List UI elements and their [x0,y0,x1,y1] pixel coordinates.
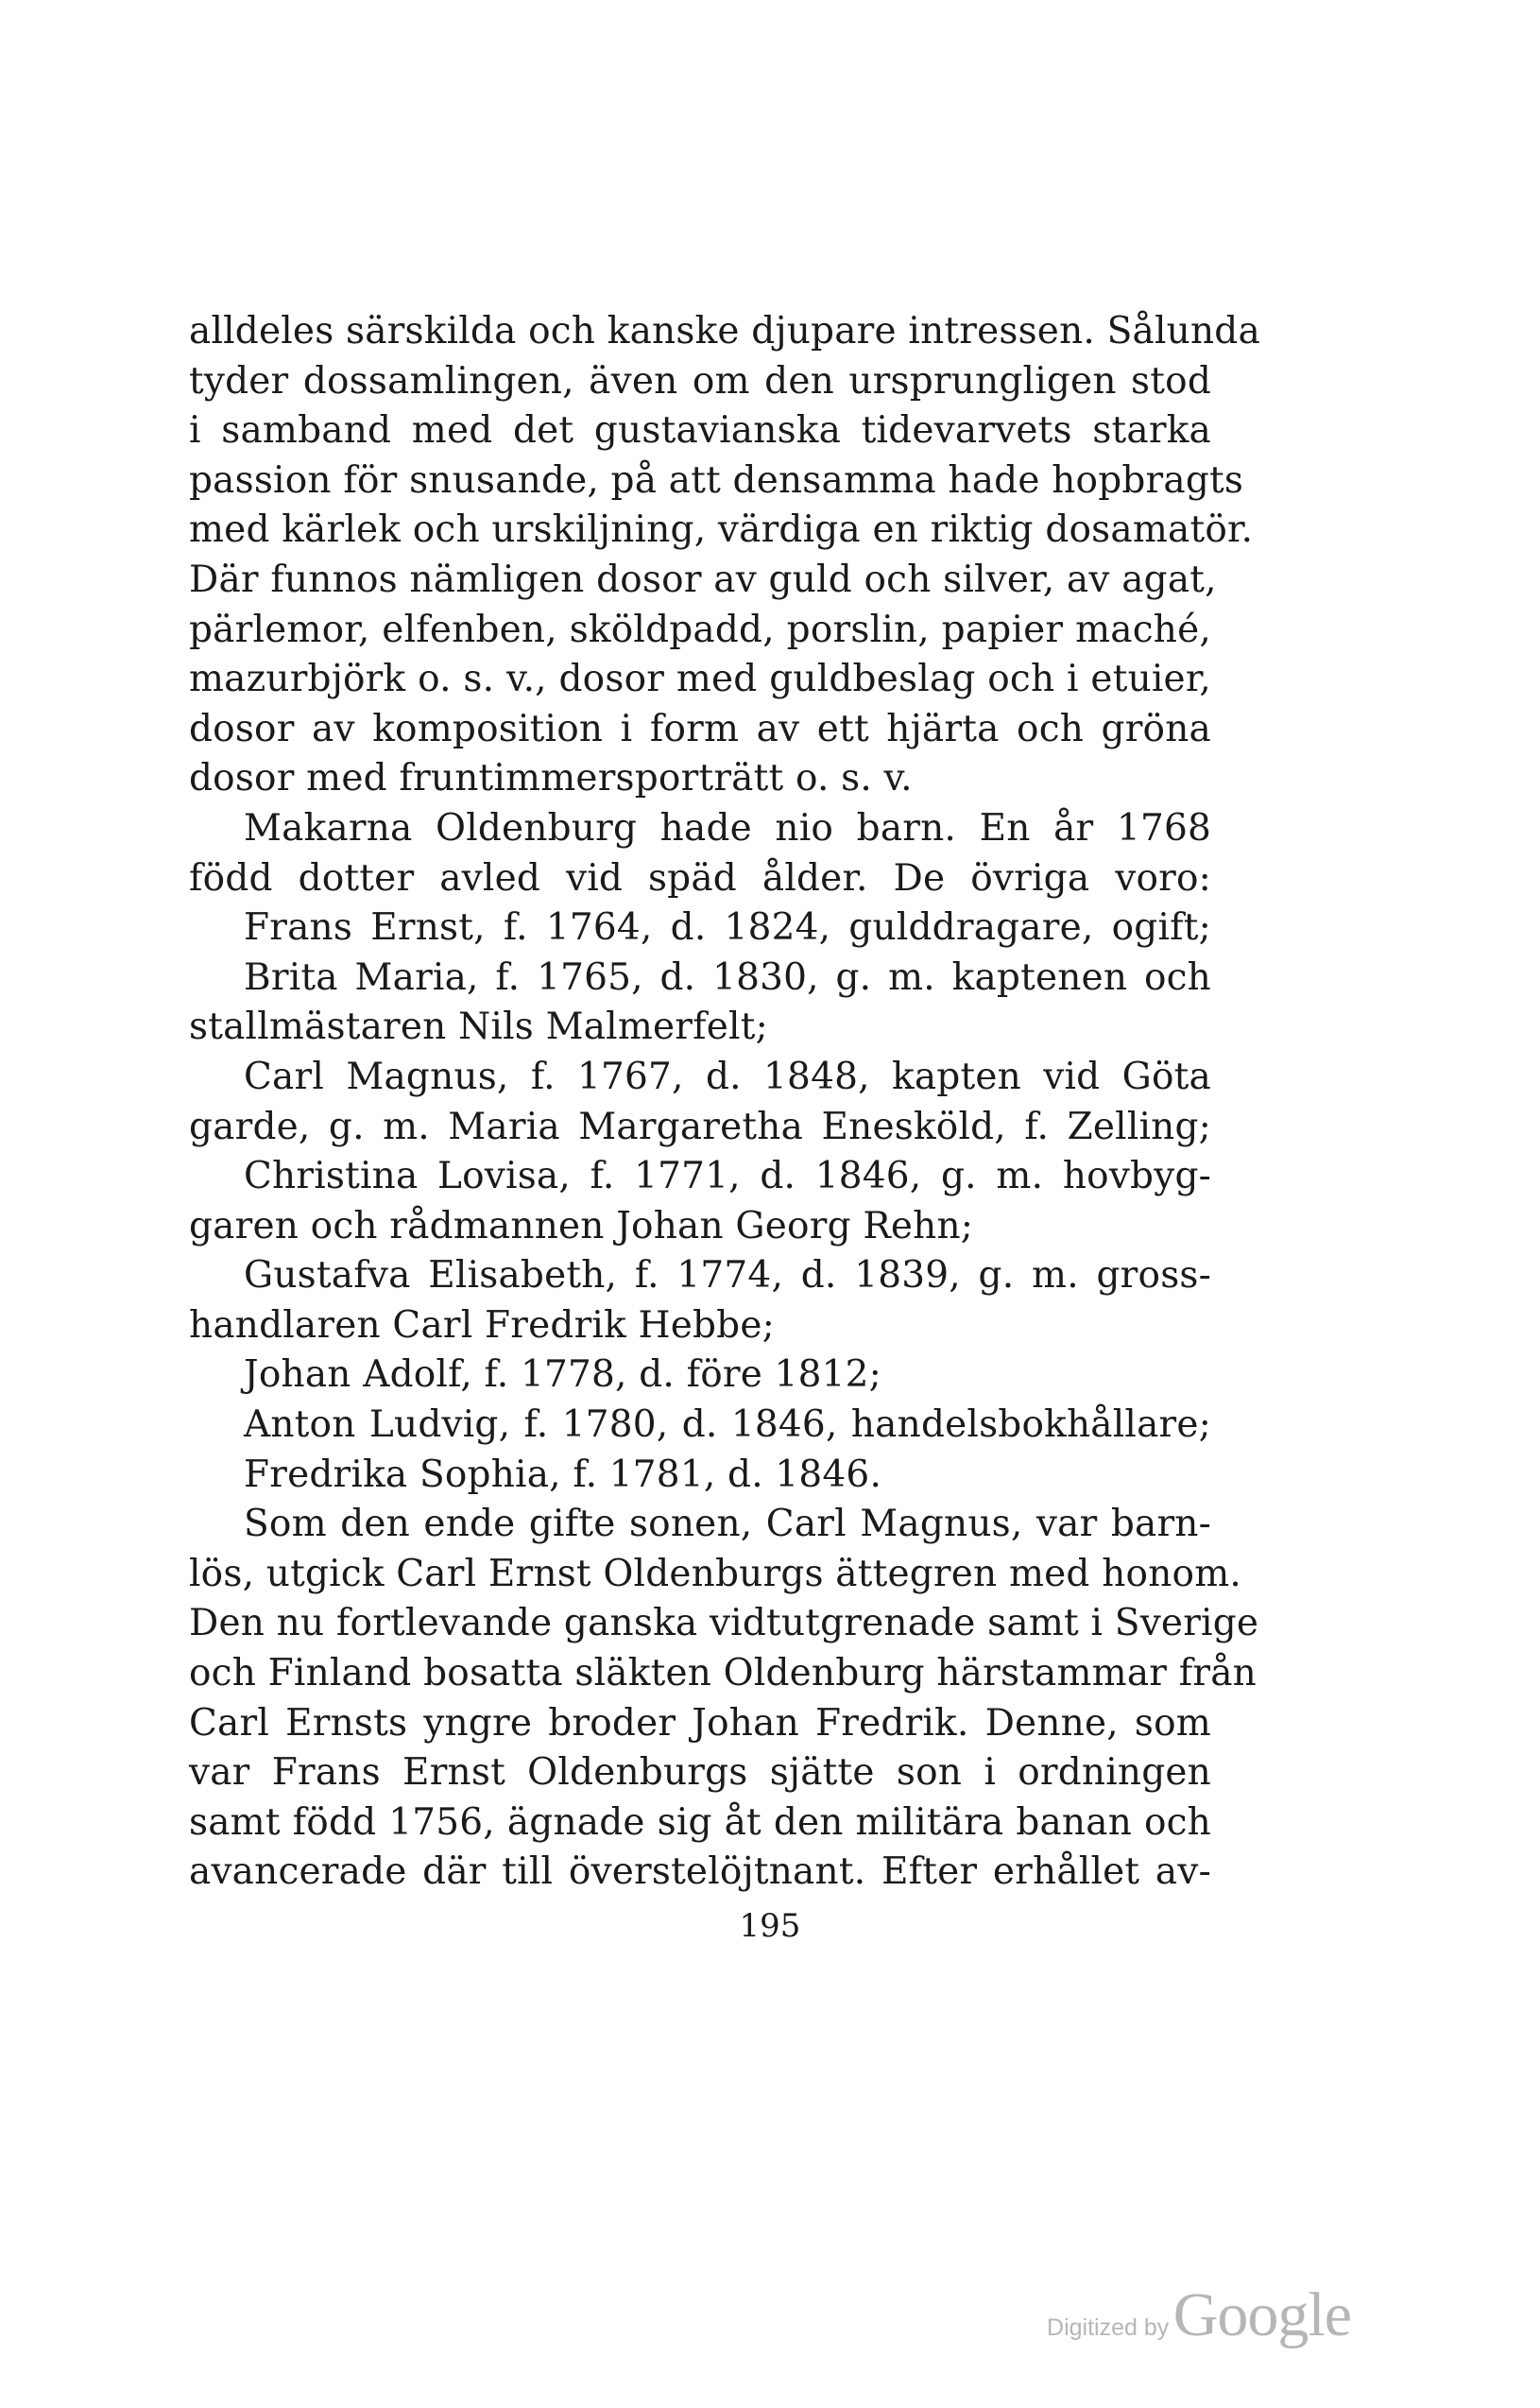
text-line: dosor av komposition i form av ett hjärta och gröna [189,707,1211,750]
text-line: född dotter avled vid späd ålder. De övriga voro: [189,856,1211,900]
digitized-watermark [1047,2279,1351,2351]
text-line: Den nu fortlevande ganska vidtutgrenade samt i Sverige [189,1602,1259,1645]
google-logo: Google [1172,2280,1351,2349]
watermark-prefix: Digitized by [1047,2314,1170,2341]
text-line: alldeles särskilda och kanske djupare intressen. Sålunda [189,310,1260,353]
text-line: passion för snusande, på att densamma hade hopbragts [189,458,1244,502]
text-line: och Finland bosatta släkten Oldenburg härstammar från [189,1652,1257,1695]
text-line: lös, utgick Carl Ernst Oldenburgs ättegren med honom. [189,1552,1241,1595]
text-line: i samband med det gustavianska tidevarvets starka [189,409,1211,453]
page-number: 195 [739,1907,801,1945]
text-line: Brita Maria, f. 1765, d. 1830, g. m. kaptenen och [244,955,1211,999]
text-line: var Frans Ernst Oldenburgs sjätte son i ordningen [189,1751,1211,1795]
body-text [189,307,1260,1898]
text-line: Där funnos nämligen dosor av guld och silver, av agat, [189,558,1217,601]
text-line: garde, g. m. Maria Margaretha Enesköld, f. Zelling; [189,1105,1211,1148]
text-line: Carl Magnus, f. 1767, d. 1848, kapten vid Göta [244,1055,1211,1098]
text-line: avancerade där till överstelöjtnant. Efter erhållet av- [189,1850,1211,1894]
text-line: Frans Ernst, f. 1764, d. 1824, gulddragare, ogift; [244,906,1211,950]
text-line: garen och rådmannen Johan Georg Rehn; [189,1204,974,1247]
text-line: stallmästaren Nils Malmerfelt; [189,1006,768,1049]
text-line: Som den ende gifte sonen, Carl Magnus, var barn- [244,1503,1211,1546]
text-line: tyder dossamlingen, även om den ursprungligen stod [189,359,1211,403]
text-line: mazurbjörk o. s. v., dosor med guldbeslag och i etuier, [189,658,1211,701]
text-line: pärlemor, elfenben, sköldpadd, porslin, papier maché, [189,608,1211,651]
text-line: handlaren Carl Fredrik Hebbe; [189,1303,775,1347]
text-line: dosor med fruntimmersporträtt o. s. v. [189,757,913,800]
text-line: Fredrika Sophia, f. 1781, d. 1846. [244,1453,882,1496]
text-line: Gustafva Elisabeth, f. 1774, d. 1839, g. m. gross- [244,1254,1211,1298]
text-line: Makarna Oldenburg hade nio barn. En år 1768 [244,806,1211,850]
text-line: Johan Adolf, f. 1778, d. före 1812; [244,1353,881,1397]
text-line: Anton Ludvig, f. 1780, d. 1846, handelsbokhållare; [244,1403,1211,1447]
text-line: samt född 1756, ägnade sig åt den militära banan och [189,1800,1211,1844]
text-line: Carl Ernsts yngre broder Johan Fredrik. Denne, som [189,1701,1211,1745]
text-line: med kärlek och urskiljning, värdiga en riktig dosamatör. [189,508,1254,552]
text-line: Christina Lovisa, f. 1771, d. 1846, g. m. hovbyg- [244,1155,1211,1198]
